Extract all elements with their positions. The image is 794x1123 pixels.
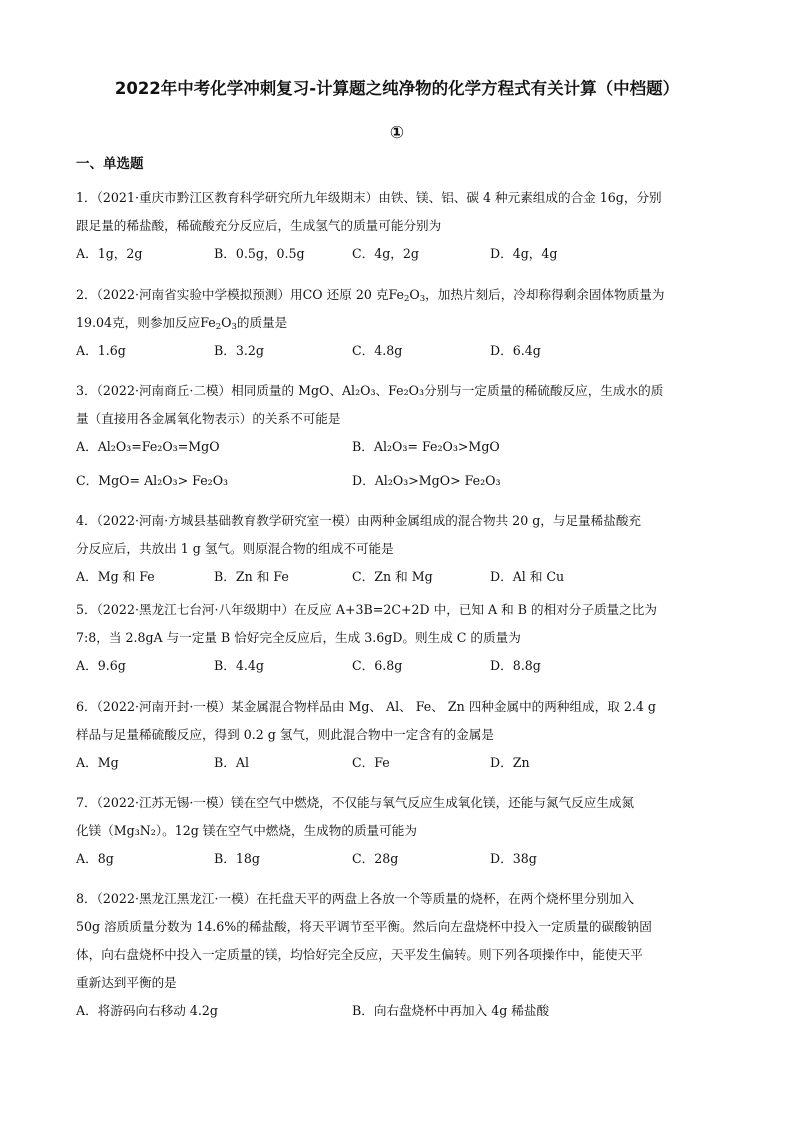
options — [76, 845, 718, 873]
option-b[interactable]: B．0.5g，0.5g — [214, 246, 305, 261]
option-b[interactable]: B．Zn 和 Fe — [214, 569, 289, 584]
question-stem: 8．（2022·黑龙江黑龙江·一模）在托盘天平的两盘上各放一个等质量的烧杯，在两个烧杯里分别加入 50g 溶质质量分数为 14.6%的稀盐酸，将天平调节至平衡。然后向左盘烧杯中投入一定质量的碳酸钠固 体，向右盘烧杯中投入一定质量的镁，均恰好完全反应，天平发生偏转。则下列各项操作中，能使天平 重新达到平衡的是 — [76, 891, 652, 990]
option-d[interactable]: D．4g，4g — [490, 246, 558, 261]
option-a[interactable]: A．9.6g — [76, 658, 126, 673]
option-c[interactable]: C．MgO= Al₂O₃> Fe₂O₃ — [76, 473, 229, 488]
option-d[interactable]: D．38g — [490, 851, 537, 866]
option-a[interactable]: A．8g — [76, 851, 114, 866]
question-5 — [76, 596, 718, 680]
question-8 — [76, 885, 718, 1025]
page-title — [40, 74, 754, 148]
options — [76, 652, 718, 680]
option-c[interactable]: C．Fe — [352, 755, 390, 770]
option-a[interactable]: A．Al₂O₃=Fe₂O₃=MgO — [76, 439, 220, 454]
question-number: 2． — [76, 287, 97, 302]
option-d[interactable]: D．6.4g — [490, 343, 541, 358]
options-row-1 — [76, 433, 718, 461]
option-a[interactable]: A．将游码向右移动 4.2g — [76, 1003, 218, 1018]
option-d[interactable]: D．Al 和 Cu — [490, 569, 565, 584]
option-a[interactable]: A．1.6g — [76, 343, 126, 358]
option-c[interactable]: C．4.8g — [352, 343, 403, 358]
question-stem: 6．（2022·河南开封·一模）某金属混合物样品由 Mg、 Al、 Fe、 Zn 四种金属中的两种组成，取 2.4 g 样品与足量稀硫酸反应，得到 0.2 g 氢气，则此混合物中一定含有的金属是 — [76, 699, 656, 742]
question-1 — [76, 184, 718, 268]
question-stem: 1．（2021·重庆市黔江区教育科学研究所九年级期末）由铁、镁、铝、碳 4 种元素组成的合金 16g，分别 跟足量的稀盐酸，稀硫酸充分反应后，生成氢气的质量可能分别为 — [76, 190, 662, 233]
question-7 — [76, 789, 718, 873]
question-4 — [76, 507, 718, 591]
option-b[interactable]: B．4.4g — [214, 658, 264, 673]
option-c[interactable]: C．6.8g — [352, 658, 403, 673]
question-stem: 4．（2022·河南·方城县基础教育教学研究室一模）由两种金属组成的混合物共 20 g，与足量稀盐酸充 分反应后，共放出 1 g 氢气。则原混合物的组成不可能是 — [76, 513, 642, 556]
section-heading: 一、单选题 — [76, 156, 144, 172]
option-c[interactable]: C．4g，2g — [352, 246, 419, 261]
title-line-1: 2022年中考化学冲刺复习-计算题之纯净物的化学方程式有关计算（中档题） — [114, 79, 680, 98]
question-number: 3． — [76, 383, 97, 398]
question-stem: 5．（2022·黑龙江七台河·八年级期中）在反应 A+3B=2C+2D 中，已知 A 和 B 的相对分子质量之比为 7:8，当 2.8gA 与一定量 B 恰好完全反应后，生成 3.6gD。则生成 C 的质量为 — [76, 602, 657, 645]
option-d[interactable]: D．8.8g — [490, 658, 541, 673]
options — [76, 563, 718, 591]
options — [76, 240, 718, 268]
question-2 — [76, 281, 718, 365]
options — [76, 337, 718, 365]
question-stem: 3．（2022·河南商丘·二模）相同质量的 MgO、Al₂O₃、Fe₂O₃分别与一定质量的稀硫酸反应，生成水的质 量（直接用各金属氧化物表示）的关系不可能是 — [76, 383, 664, 426]
question-stem: 2．（2022·河南省实验中学模拟预测）用CO 还原 20 克$Fe_2O_3$，加热片刻后，冷却称得剩余固体物质量为 19.04克，则参加反应$Fe_2O_3$的质量是 — [76, 287, 665, 332]
option-b[interactable]: B．3.2g — [214, 343, 264, 358]
question-number: 8． — [76, 891, 97, 906]
option-b[interactable]: B．Al — [214, 755, 249, 770]
option-c[interactable]: C．28g — [352, 851, 399, 866]
question-number: 5． — [76, 602, 97, 617]
options — [76, 997, 718, 1025]
option-a[interactable]: A．Mg — [76, 755, 119, 770]
option-b[interactable]: B．向右盘烧杯中再加入 4g 稀盐酸 — [352, 1003, 550, 1018]
question-3 — [76, 377, 718, 495]
question-number: 1． — [76, 190, 97, 205]
options — [76, 749, 718, 777]
question-stem: 7．（2022·江苏无锡·一模）镁在空气中燃烧，不仅能与氧气反应生成氧化镁，还能与氮气反应生成氮 化镁（Mg₃N₂）。12g 镁在空气中燃烧，生成物的质量可能为 — [76, 795, 635, 838]
option-c[interactable]: C．Zn 和 Mg — [352, 569, 433, 584]
question-6 — [76, 693, 718, 777]
option-a[interactable]: A．1g，2g — [76, 246, 143, 261]
option-b[interactable]: B．18g — [214, 851, 260, 866]
option-d[interactable]: D．Al₂O₃>MgO> Fe₂O₃ — [352, 473, 501, 488]
question-number: 7． — [76, 795, 97, 810]
title-line-2: ① — [389, 123, 405, 143]
option-d[interactable]: D．Zn — [490, 755, 530, 770]
option-b[interactable]: B．Al₂O₃= Fe₂O₃>MgO — [352, 439, 500, 454]
options-row-2 — [76, 467, 718, 495]
question-number: 6． — [76, 699, 97, 714]
option-a[interactable]: A．Mg 和 Fe — [76, 569, 155, 584]
question-number: 4． — [76, 513, 97, 528]
